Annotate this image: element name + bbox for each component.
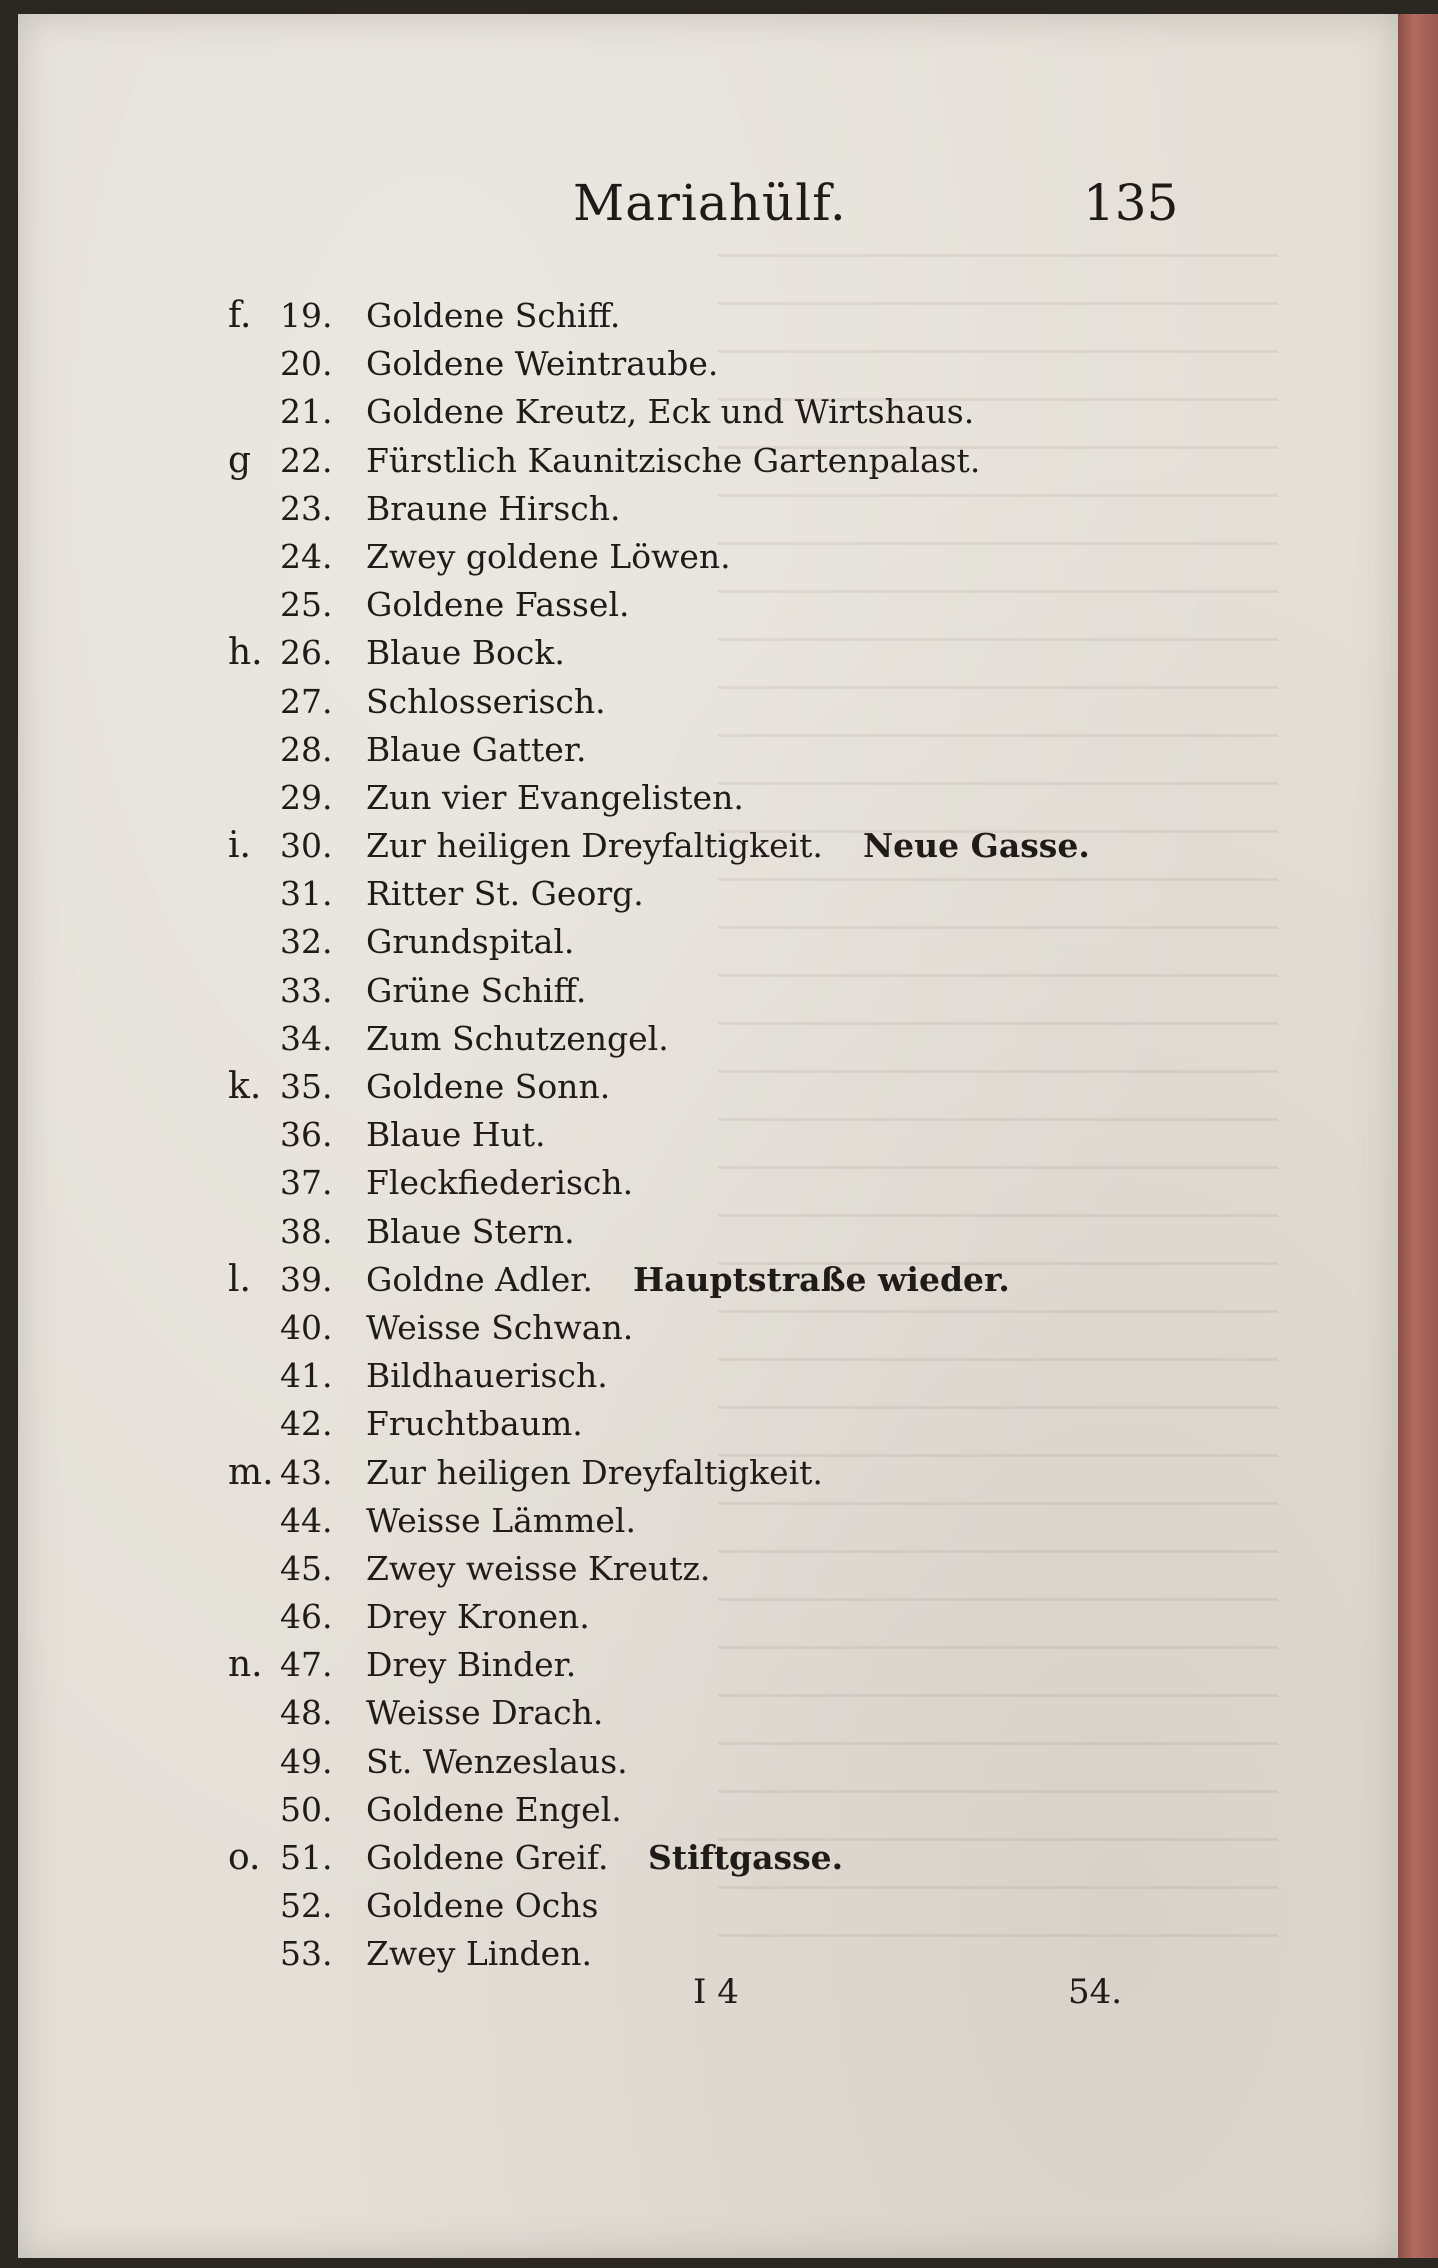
house-name: Grüne Schiff. xyxy=(366,970,587,1010)
house-number: 39. xyxy=(280,1259,333,1299)
house-number: 42. xyxy=(280,1404,333,1444)
section-letter: i. xyxy=(228,825,251,867)
list-item xyxy=(18,822,1398,870)
section-letter: h. xyxy=(228,632,263,674)
house-name: Fürstlich Kaunitzische Gartenpalast. xyxy=(366,440,981,480)
house-number: 51. xyxy=(280,1838,333,1877)
section-letter: f. xyxy=(228,295,252,336)
list-item xyxy=(18,1111,1398,1159)
house-name: Goldene Sonn. xyxy=(366,1067,611,1106)
list-item xyxy=(18,1304,1398,1352)
page-footer xyxy=(18,1972,1398,2032)
house-name: Blaue Gatter. xyxy=(366,729,587,769)
list-item xyxy=(18,774,1398,822)
house-list xyxy=(18,292,1398,1979)
list-item xyxy=(18,1063,1398,1111)
catchword: 54. xyxy=(1068,1972,1123,2012)
house-name: Blaue Stern. xyxy=(366,1211,575,1251)
house-name: Blaue Bock. xyxy=(366,633,565,673)
house-name: Fleckfiederisch. xyxy=(366,1163,634,1203)
list-item xyxy=(18,1159,1398,1207)
house-number: 30. xyxy=(280,826,333,866)
house-number: 25. xyxy=(280,585,333,625)
house-name: Drey Kronen. xyxy=(366,1597,590,1637)
list-item xyxy=(18,1689,1398,1737)
book-page xyxy=(18,14,1398,2258)
house-number: 40. xyxy=(280,1307,333,1347)
house-name: Goldene Engel. xyxy=(366,1789,622,1829)
list-item xyxy=(18,340,1398,388)
list-item xyxy=(18,918,1398,966)
list-item xyxy=(18,1256,1398,1304)
house-name: Zur heiligen Dreyfaltigkeit. xyxy=(366,826,823,866)
house-name: Zur heiligen Dreyfaltigkeit. xyxy=(366,1452,823,1492)
house-number: 34. xyxy=(280,1018,333,1058)
house-name: Blaue Hut. xyxy=(366,1115,546,1155)
house-name: Ritter St. Georg. xyxy=(366,874,644,914)
house-name: St. Wenzeslaus. xyxy=(366,1741,628,1781)
list-item xyxy=(18,726,1398,774)
street-name: Neue Gasse. xyxy=(863,826,1090,866)
section-letter: k. xyxy=(228,1066,262,1107)
house-number: 22. xyxy=(280,440,333,480)
house-number: 48. xyxy=(280,1693,333,1733)
house-name: Zwey goldene Löwen. xyxy=(366,536,731,576)
house-name: Goldene Weintraube. xyxy=(366,344,719,384)
house-number: 20. xyxy=(280,344,333,384)
house-number: 38. xyxy=(280,1211,333,1251)
street-name: Hauptstraße wieder. xyxy=(633,1259,1010,1299)
list-item xyxy=(18,1641,1398,1689)
house-name: Zum Schutzengel. xyxy=(366,1018,669,1058)
house-name: Goldene Greif. xyxy=(366,1838,609,1877)
house-number: 53. xyxy=(280,1934,333,1974)
house-name: Braune Hirsch. xyxy=(366,488,621,528)
house-number: 21. xyxy=(280,392,333,432)
list-item xyxy=(18,1208,1398,1256)
house-name: Goldene Ochs xyxy=(366,1886,599,1926)
house-number: 26. xyxy=(280,633,333,673)
house-name: Goldne Adler. xyxy=(366,1259,593,1299)
list-item xyxy=(18,870,1398,918)
signature-mark: I 4 xyxy=(693,1972,739,2012)
house-number: 23. xyxy=(280,488,333,528)
house-name: Goldene Kreutz, Eck und Wirtshaus. xyxy=(366,392,975,432)
list-item xyxy=(18,1786,1398,1834)
house-name: Zwey Linden. xyxy=(366,1934,592,1974)
list-item xyxy=(18,629,1398,677)
house-number: 50. xyxy=(280,1789,333,1829)
house-name: Schlosserisch. xyxy=(366,681,606,721)
house-name: Weisse Lämmel. xyxy=(366,1500,636,1540)
list-item xyxy=(18,388,1398,436)
house-name: Bildhauerisch. xyxy=(366,1356,608,1396)
section-letter: o. xyxy=(228,1837,261,1878)
house-number: 45. xyxy=(280,1548,333,1588)
house-name: Zwey weisse Kreutz. xyxy=(366,1548,711,1588)
house-number: 46. xyxy=(280,1597,333,1637)
house-name: Goldene Schiff. xyxy=(366,296,621,335)
running-header xyxy=(18,174,1398,254)
list-item xyxy=(18,1497,1398,1545)
section-letter: m. xyxy=(228,1451,274,1493)
house-number: 19. xyxy=(280,296,333,335)
section-letter: g xyxy=(228,439,252,481)
house-number: 52. xyxy=(280,1886,333,1926)
list-item xyxy=(18,533,1398,581)
list-item xyxy=(18,292,1398,340)
house-number: 49. xyxy=(280,1741,333,1781)
page-edge xyxy=(1398,14,1438,2258)
house-name: Goldene Fassel. xyxy=(366,585,630,625)
page-title: Mariahülf. xyxy=(573,174,847,232)
list-item xyxy=(18,485,1398,533)
house-number: 41. xyxy=(280,1356,333,1396)
house-number: 24. xyxy=(280,536,333,576)
house-number: 28. xyxy=(280,729,333,769)
house-number: 33. xyxy=(280,970,333,1010)
list-item xyxy=(18,1015,1398,1063)
house-number: 32. xyxy=(280,922,333,962)
street-name: Stiftgasse. xyxy=(648,1838,844,1877)
list-item xyxy=(18,1882,1398,1930)
list-item xyxy=(18,1545,1398,1593)
list-item xyxy=(18,1738,1398,1786)
list-item xyxy=(18,1352,1398,1400)
list-item xyxy=(18,437,1398,485)
page-number: 135 xyxy=(1083,174,1179,232)
house-number: 43. xyxy=(280,1452,333,1492)
house-name: Zun vier Evangelisten. xyxy=(366,777,744,817)
section-letter: n. xyxy=(228,1644,263,1686)
house-number: 35. xyxy=(280,1067,333,1106)
list-item xyxy=(18,1449,1398,1497)
section-letter: l. xyxy=(228,1258,251,1300)
list-item xyxy=(18,1593,1398,1641)
list-item xyxy=(18,967,1398,1015)
list-item xyxy=(18,1400,1398,1448)
house-number: 47. xyxy=(280,1645,333,1685)
house-number: 31. xyxy=(280,874,333,914)
house-name: Weisse Schwan. xyxy=(366,1307,634,1347)
house-number: 37. xyxy=(280,1163,333,1203)
house-number: 44. xyxy=(280,1500,333,1540)
house-name: Grundspital. xyxy=(366,922,575,962)
list-item xyxy=(18,1834,1398,1882)
list-item xyxy=(18,581,1398,629)
house-number: 36. xyxy=(280,1115,333,1155)
house-number: 29. xyxy=(280,777,333,817)
house-name: Weisse Drach. xyxy=(366,1693,604,1733)
house-name: Drey Binder. xyxy=(366,1645,577,1685)
list-item xyxy=(18,678,1398,726)
house-name: Fruchtbaum. xyxy=(366,1404,583,1444)
house-number: 27. xyxy=(280,681,333,721)
